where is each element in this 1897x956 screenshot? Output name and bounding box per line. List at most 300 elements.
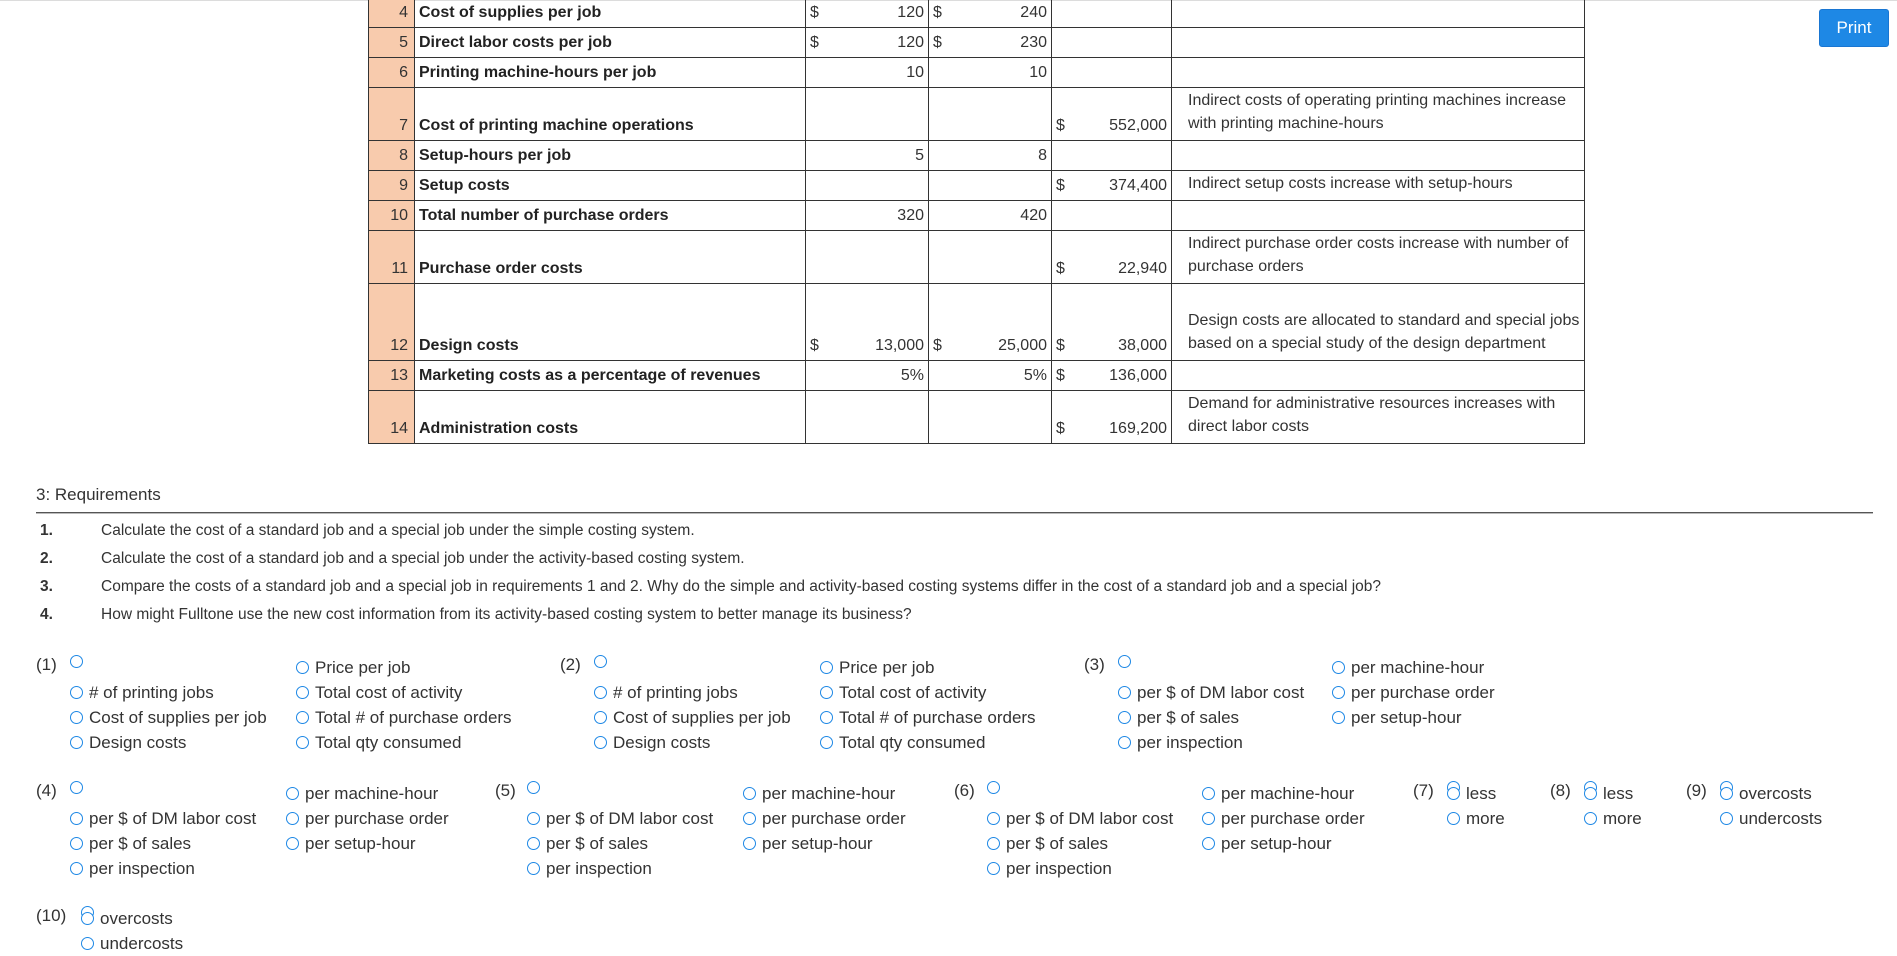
- radio-circle-icon: [296, 736, 309, 749]
- group-label: (7): [1413, 781, 1434, 800]
- standard-job-amount: 120: [897, 34, 924, 51]
- row-label-text: Total number of purchase orders: [419, 207, 669, 224]
- currency-symbol: $: [933, 4, 942, 21]
- group-label: (2): [560, 655, 581, 674]
- total-value: [1052, 0, 1172, 28]
- option-label: overcosts: [1739, 783, 1812, 803]
- requirements-title: 3: Requirements: [36, 485, 161, 504]
- option-label: Cost of supplies per job: [89, 707, 267, 727]
- radio-circle-icon: [81, 912, 94, 925]
- option-label: per machine-hour: [1351, 657, 1485, 677]
- radio-circle-icon: [527, 812, 540, 825]
- row-label: [415, 284, 806, 361]
- total-value: [1052, 361, 1172, 391]
- row-number: [369, 58, 415, 88]
- row-number: [369, 201, 415, 231]
- radio-circle-icon: [1447, 787, 1460, 800]
- option-label: per $ of DM labor cost: [89, 808, 257, 828]
- option-radio[interactable]: [1202, 806, 1365, 831]
- row-label: [415, 361, 806, 391]
- option-column: [594, 680, 791, 755]
- table-row: [369, 284, 1585, 361]
- currency-symbol: $: [810, 34, 819, 51]
- radio-circle-icon: [296, 661, 309, 674]
- row-label-text: Cost of supplies per job: [419, 4, 602, 21]
- option-radio[interactable]: [286, 831, 449, 856]
- table-row: [369, 58, 1585, 88]
- option-radio[interactable]: [594, 680, 791, 705]
- option-radio[interactable]: [286, 781, 449, 806]
- option-label: # of printing jobs: [613, 682, 738, 702]
- total-value: [1052, 141, 1172, 171]
- option-column: [1202, 781, 1365, 856]
- radio-circle-icon: [286, 787, 299, 800]
- radio-circle-icon: [81, 937, 94, 950]
- option-label: per inspection: [546, 858, 652, 878]
- option-label: per $ of sales: [1006, 833, 1109, 853]
- option-column: [527, 806, 713, 881]
- option-label: Total cost of activity: [839, 682, 987, 702]
- currency-symbol: $: [933, 34, 942, 51]
- radio-circle-icon: [70, 736, 83, 749]
- currency-symbol: $: [1056, 337, 1065, 354]
- total-value: [1052, 28, 1172, 58]
- standard-job-amount: 320: [897, 207, 924, 224]
- option-column: [820, 655, 1036, 755]
- note-text: Indirect setup costs increase with setup-hours: [1188, 175, 1513, 192]
- option-label: undercosts: [1739, 808, 1823, 828]
- radio-circle-icon: [820, 661, 833, 674]
- special-job-value: [929, 0, 1052, 28]
- standard-job-value: [806, 361, 929, 391]
- currency-symbol: $: [1056, 260, 1065, 277]
- option-radio[interactable]: [820, 705, 1036, 730]
- option-radio[interactable]: [296, 680, 512, 705]
- row-label: [415, 88, 806, 141]
- option-label: per purchase order: [1221, 808, 1365, 828]
- row-number-text: 6: [399, 64, 408, 81]
- row-number-text: 13: [390, 367, 408, 384]
- radio-circle-icon: [70, 862, 83, 875]
- group-label: (4): [36, 781, 57, 800]
- option-label: Total qty consumed: [315, 732, 462, 752]
- radio-circle-icon: [1584, 812, 1597, 825]
- option-radio[interactable]: [594, 705, 791, 730]
- table-row: [369, 231, 1585, 284]
- blank-option-radio[interactable]: [527, 781, 546, 794]
- special-job-value: [929, 171, 1052, 201]
- option-radio[interactable]: [820, 730, 1036, 755]
- option-column: [1118, 680, 1304, 755]
- special-job-value: [929, 391, 1052, 444]
- currency-symbol: $: [1056, 367, 1065, 384]
- option-label: per $ of DM labor cost: [1006, 808, 1174, 828]
- total-amount: 136,000: [1109, 367, 1167, 384]
- option-radio[interactable]: [1584, 781, 1642, 806]
- option-radio[interactable]: [296, 730, 512, 755]
- total-value: [1052, 284, 1172, 361]
- cost-driver-note: [1172, 391, 1585, 444]
- row-number-text: 4: [399, 4, 408, 21]
- row-number-text: 14: [390, 420, 408, 437]
- radio-circle-icon: [987, 837, 1000, 850]
- requirement-item: [40, 522, 695, 540]
- radio-circle-icon: [594, 736, 607, 749]
- option-label: per purchase order: [305, 808, 449, 828]
- currency-symbol: $: [933, 337, 942, 354]
- special-job-value: [929, 58, 1052, 88]
- radio-circle-icon: [1720, 787, 1733, 800]
- row-number: [369, 141, 415, 171]
- option-label: per $ of sales: [546, 833, 649, 853]
- option-label: per purchase order: [1351, 682, 1495, 702]
- option-column: [743, 781, 906, 856]
- option-label: per $ of DM labor cost: [546, 808, 714, 828]
- row-number-text: 8: [399, 147, 408, 164]
- option-label: Design costs: [89, 732, 187, 752]
- radio-circle-icon: [70, 711, 83, 724]
- note-text: Indirect costs of operating printing machines increase with printing machine-hours: [1188, 92, 1566, 132]
- option-column: [1332, 655, 1495, 730]
- total-value: [1052, 171, 1172, 201]
- option-radio[interactable]: [1332, 705, 1495, 730]
- option-radio[interactable]: [743, 831, 906, 856]
- currency-symbol: $: [1056, 177, 1065, 194]
- special-job-value: [929, 141, 1052, 171]
- row-number: [369, 361, 415, 391]
- currency-symbol: $: [1056, 420, 1065, 437]
- radio-circle-icon: [1118, 736, 1131, 749]
- standard-job-value: [806, 391, 929, 444]
- option-label: undercosts: [100, 933, 184, 953]
- option-label: Price per job: [315, 657, 411, 677]
- option-label: overcosts: [100, 908, 173, 928]
- radio-circle-icon: [527, 781, 540, 794]
- radio-circle-icon: [296, 686, 309, 699]
- blank-option-radio[interactable]: [1118, 655, 1137, 668]
- option-label: Price per job: [839, 657, 935, 677]
- requirement-number: 4.: [40, 606, 53, 623]
- table-row: [369, 361, 1585, 391]
- radio-circle-icon: [527, 862, 540, 875]
- radio-circle-icon: [286, 837, 299, 850]
- option-radio[interactable]: [296, 705, 512, 730]
- radio-circle-icon: [987, 781, 1000, 794]
- special-job-amount: 420: [1020, 207, 1047, 224]
- special-job-amount: 10: [1029, 64, 1047, 81]
- blank-option-radio[interactable]: [594, 655, 613, 668]
- note-text: Indirect purchase order costs increase with number of purchase orders: [1188, 235, 1569, 275]
- requirement-number: 1.: [40, 522, 53, 539]
- option-radio[interactable]: [987, 831, 1173, 856]
- requirement-item: [40, 606, 912, 624]
- option-radio[interactable]: [743, 806, 906, 831]
- option-radio[interactable]: [81, 931, 183, 956]
- row-number-text: 10: [390, 207, 408, 224]
- option-column: [1584, 781, 1642, 831]
- radio-circle-icon: [1332, 686, 1345, 699]
- cost-driver-note: [1172, 361, 1585, 391]
- option-radio[interactable]: [70, 806, 256, 831]
- radio-circle-icon: [70, 655, 83, 668]
- row-number: [369, 391, 415, 444]
- option-label: per $ of sales: [89, 833, 192, 853]
- standard-job-amount: 10: [906, 64, 924, 81]
- total-value: [1052, 58, 1172, 88]
- standard-job-value: [806, 88, 929, 141]
- radio-circle-icon: [70, 837, 83, 850]
- row-label: [415, 58, 806, 88]
- radio-circle-icon: [296, 711, 309, 724]
- standard-job-value: [806, 171, 929, 201]
- row-label: [415, 231, 806, 284]
- option-radio[interactable]: [527, 806, 713, 831]
- standard-job-value: [806, 201, 929, 231]
- option-label: per setup-hour: [305, 833, 416, 853]
- cost-data-table: [368, 0, 1585, 444]
- option-radio[interactable]: [70, 856, 256, 881]
- option-label: per purchase order: [762, 808, 906, 828]
- radio-circle-icon: [820, 736, 833, 749]
- option-radio[interactable]: [594, 730, 791, 755]
- requirement-number: 2.: [40, 550, 53, 567]
- total-value: [1052, 391, 1172, 444]
- option-label: per inspection: [1137, 732, 1243, 752]
- row-number: [369, 284, 415, 361]
- option-radio[interactable]: [286, 806, 449, 831]
- standard-job-amount: 5%: [900, 367, 924, 384]
- option-label: less: [1466, 783, 1497, 803]
- option-radio[interactable]: [70, 831, 256, 856]
- option-label: more: [1603, 808, 1642, 828]
- group-label: (5): [495, 781, 516, 800]
- total-amount: 169,200: [1109, 420, 1167, 437]
- special-job-amount: 240: [1020, 4, 1047, 21]
- option-label: less: [1603, 783, 1634, 803]
- option-radio[interactable]: [1118, 705, 1304, 730]
- print-button[interactable]: Print: [1819, 9, 1889, 47]
- option-column: [1720, 781, 1822, 831]
- row-label-text: Purchase order costs: [419, 260, 583, 277]
- total-value: [1052, 231, 1172, 284]
- cost-driver-note: [1172, 0, 1585, 28]
- option-radio[interactable]: [1720, 781, 1822, 806]
- radio-circle-icon: [1118, 711, 1131, 724]
- row-label: [415, 171, 806, 201]
- group-label: (8): [1550, 781, 1571, 800]
- group-label: (10): [36, 906, 67, 925]
- option-label: Design costs: [613, 732, 711, 752]
- radio-circle-icon: [1584, 787, 1597, 800]
- blank-option-radio[interactable]: [70, 655, 89, 668]
- table-row: [369, 171, 1585, 201]
- option-label: Total qty consumed: [839, 732, 986, 752]
- option-radio[interactable]: [1332, 680, 1495, 705]
- blank-option-radio[interactable]: [987, 781, 1006, 794]
- radio-circle-icon: [594, 655, 607, 668]
- row-number-text: 11: [391, 260, 408, 277]
- table-row: [369, 141, 1585, 171]
- option-column: [70, 806, 256, 881]
- option-radio[interactable]: [1720, 806, 1822, 831]
- option-radio[interactable]: [987, 856, 1173, 881]
- option-radio[interactable]: [987, 806, 1173, 831]
- cost-driver-note: [1172, 201, 1585, 231]
- special-job-value: [929, 284, 1052, 361]
- option-radio[interactable]: [820, 680, 1036, 705]
- option-column: [70, 680, 267, 755]
- radio-circle-icon: [594, 711, 607, 724]
- cost-driver-note: [1172, 141, 1585, 171]
- option-label: per machine-hour: [762, 783, 896, 803]
- option-label: Total cost of activity: [315, 682, 463, 702]
- row-number-text: 12: [390, 337, 408, 354]
- radio-circle-icon: [743, 812, 756, 825]
- option-label: per $ of DM labor cost: [1137, 682, 1305, 702]
- option-label: Total # of purchase orders: [839, 707, 1036, 727]
- row-label: [415, 391, 806, 444]
- option-radio[interactable]: [743, 781, 906, 806]
- radio-circle-icon: [286, 812, 299, 825]
- row-label: [415, 0, 806, 28]
- radio-circle-icon: [1720, 812, 1733, 825]
- standard-job-value: [806, 0, 929, 28]
- option-column: [987, 806, 1173, 881]
- row-label: [415, 28, 806, 58]
- row-label-text: Setup-hours per job: [419, 147, 571, 164]
- row-label: [415, 141, 806, 171]
- requirement-text: How might Fulltone use the new cost information from its activity-based costing system to better manage its business?: [101, 606, 912, 623]
- group-label: (1): [36, 655, 57, 674]
- currency-symbol: $: [810, 337, 819, 354]
- table-row: [369, 28, 1585, 58]
- row-number: [369, 28, 415, 58]
- group-label: (6): [954, 781, 975, 800]
- special-job-value: [929, 201, 1052, 231]
- option-radio[interactable]: [1447, 806, 1505, 831]
- special-job-amount: 8: [1038, 147, 1047, 164]
- option-radio[interactable]: [1202, 831, 1365, 856]
- note-text: Design costs are allocated to standard and special jobs based on a special study of the design department: [1188, 312, 1580, 352]
- option-radio[interactable]: [527, 856, 713, 881]
- total-value: [1052, 88, 1172, 141]
- standard-job-amount: 13,000: [875, 337, 924, 354]
- radio-circle-icon: [1447, 812, 1460, 825]
- option-radio[interactable]: [1332, 655, 1495, 680]
- option-label: per inspection: [1006, 858, 1112, 878]
- requirement-text: Compare the costs of a standard job and a special job in requirements 1 and 2. Why do the simple and activity-based costing systems differ in the cost of a standard job and a special job?: [101, 578, 1382, 595]
- option-label: per machine-hour: [305, 783, 439, 803]
- radio-circle-icon: [1202, 787, 1215, 800]
- row-label-text: Printing machine-hours per job: [419, 64, 657, 81]
- total-amount: 22,940: [1118, 260, 1167, 277]
- row-label-text: Design costs: [419, 337, 519, 354]
- radio-circle-icon: [987, 862, 1000, 875]
- radio-circle-icon: [1118, 686, 1131, 699]
- special-job-amount: 25,000: [998, 337, 1047, 354]
- standard-job-amount: 120: [897, 4, 924, 21]
- total-amount: 374,400: [1109, 177, 1167, 194]
- table-row: [369, 0, 1585, 28]
- group-label: (3): [1084, 655, 1105, 674]
- option-label: per setup-hour: [1221, 833, 1332, 853]
- option-label: # of printing jobs: [89, 682, 214, 702]
- table-row: [369, 391, 1585, 444]
- radio-circle-icon: [70, 781, 83, 794]
- option-radio[interactable]: [1584, 806, 1642, 831]
- radio-circle-icon: [70, 812, 83, 825]
- requirement-item: [40, 550, 745, 568]
- currency-symbol: $: [810, 4, 819, 21]
- standard-job-value: [806, 284, 929, 361]
- radio-circle-icon: [743, 787, 756, 800]
- total-amount: 38,000: [1118, 337, 1167, 354]
- option-label: per setup-hour: [762, 833, 873, 853]
- special-job-value: [929, 231, 1052, 284]
- option-radio[interactable]: [1202, 781, 1365, 806]
- option-radio[interactable]: [81, 906, 183, 931]
- radio-circle-icon: [820, 686, 833, 699]
- standard-job-value: [806, 141, 929, 171]
- radio-circle-icon: [527, 837, 540, 850]
- blank-option-radio[interactable]: [70, 781, 89, 794]
- row-label-text: Marketing costs as a percentage of revenues: [419, 367, 761, 384]
- special-job-amount: 5%: [1023, 367, 1047, 384]
- cost-driver-note: [1172, 284, 1585, 361]
- requirements-divider: [36, 512, 1873, 514]
- requirement-number: 3.: [40, 578, 53, 595]
- option-radio[interactable]: [820, 655, 1036, 680]
- special-job-value: [929, 88, 1052, 141]
- group-label: (9): [1686, 781, 1707, 800]
- row-label-text: Administration costs: [419, 420, 579, 437]
- option-radio[interactable]: [1118, 730, 1304, 755]
- row-number: [369, 231, 415, 284]
- option-column: [286, 781, 449, 856]
- row-number-text: 5: [399, 34, 408, 51]
- option-radio[interactable]: [70, 680, 267, 705]
- option-label: more: [1466, 808, 1505, 828]
- standard-job-value: [806, 58, 929, 88]
- option-radio[interactable]: [296, 655, 512, 680]
- option-radio[interactable]: [70, 730, 267, 755]
- row-number-text: 7: [399, 117, 408, 134]
- radio-circle-icon: [820, 711, 833, 724]
- option-column: [81, 906, 183, 956]
- cost-driver-note: [1172, 171, 1585, 201]
- option-radio[interactable]: [1447, 781, 1505, 806]
- option-radio[interactable]: [1118, 680, 1304, 705]
- option-label: Cost of supplies per job: [613, 707, 791, 727]
- table-row: [369, 201, 1585, 231]
- special-job-value: [929, 28, 1052, 58]
- requirement-text: Calculate the cost of a standard job and a special job under the activity-based costing system.: [101, 550, 745, 567]
- cost-driver-note: [1172, 58, 1585, 88]
- radio-circle-icon: [1202, 837, 1215, 850]
- row-number: [369, 0, 415, 28]
- special-job-value: [929, 361, 1052, 391]
- row-label: [415, 201, 806, 231]
- option-radio[interactable]: [70, 705, 267, 730]
- option-column: [1447, 781, 1505, 831]
- option-radio[interactable]: [527, 831, 713, 856]
- radio-circle-icon: [987, 812, 1000, 825]
- standard-job-value: [806, 28, 929, 58]
- table-row: [369, 88, 1585, 141]
- option-column: [296, 655, 512, 755]
- radio-circle-icon: [743, 837, 756, 850]
- radio-circle-icon: [594, 686, 607, 699]
